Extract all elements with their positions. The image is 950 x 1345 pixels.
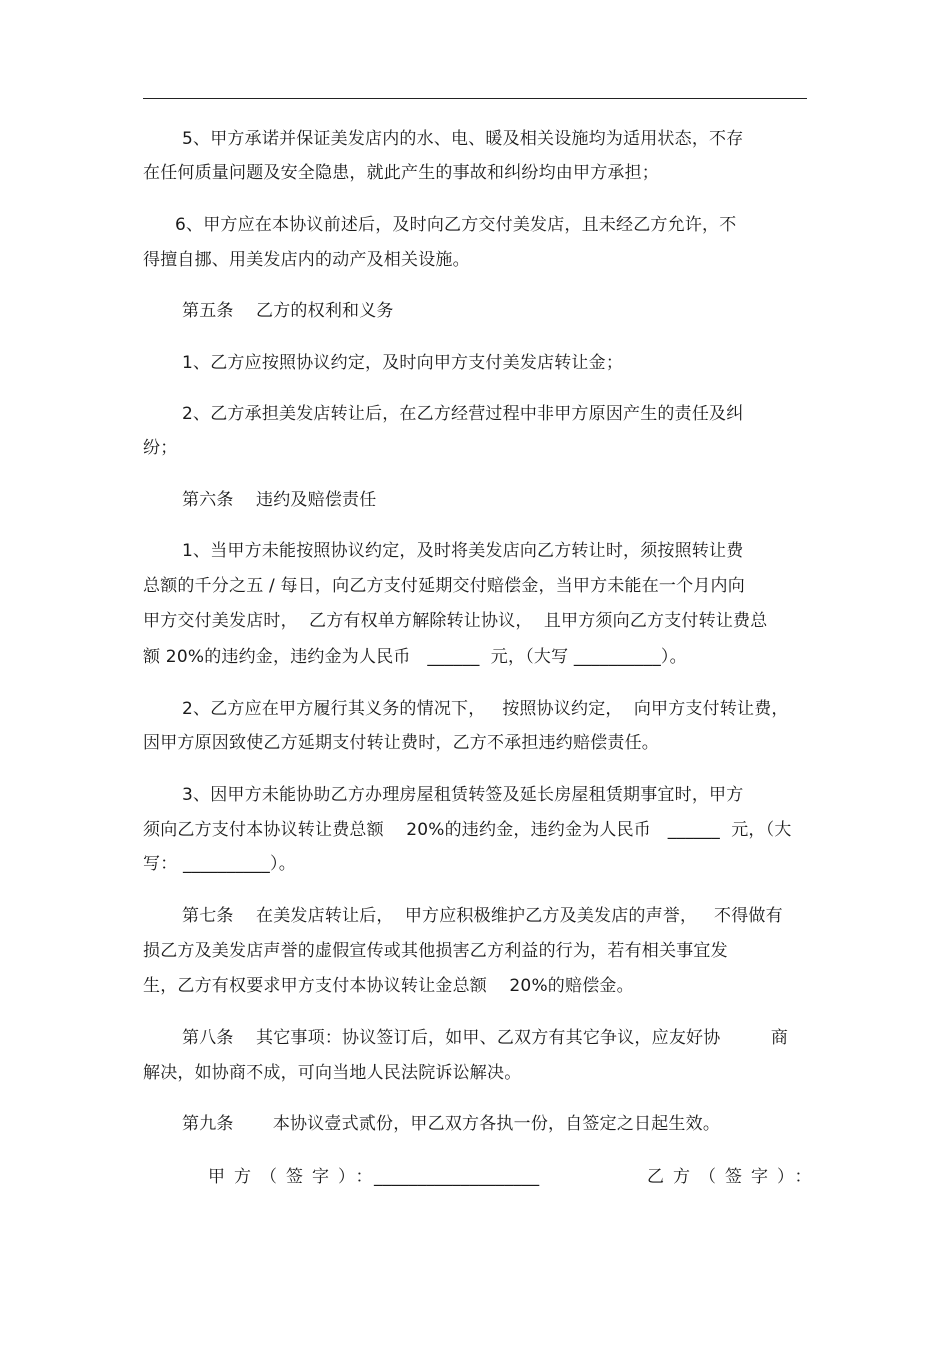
paragraph-line: 损乙方及美发店声誉的虚假宣传或其他损害乙方利益的行为，若有相关事宜发 (143, 941, 728, 961)
paragraph-line: 在任何质量问题及安全隐患，就此产生的事故和纠纷均由甲方承担； (143, 163, 659, 183)
paragraph-line: 总额的千分之五 / 每日，向乙方支付延期交付赔偿金，当甲方未能在一个月内向 (143, 576, 745, 596)
article-heading: 第六条 违约及赔偿责任 (182, 490, 377, 510)
header-rule (143, 98, 807, 99)
paragraph-line: 纷； (143, 438, 178, 458)
paragraph-line: 解决，如协商不成，可向当地人民法院诉讼解决。 (143, 1063, 522, 1083)
paragraph-line: 写： __________）。 (143, 854, 296, 874)
paragraph-line: 3、因甲方未能协助乙方办理房屋租赁转签及延长房屋租赁期事宜时，甲方 (182, 785, 744, 805)
paragraph-line: 5、甲方承诺并保证美发店内的水、电、暖及相关设施均为适用状态，不存 (182, 129, 744, 149)
party-a-signature-blank[interactable]: ___________________ (374, 1167, 540, 1187)
party-b-signature-label: 乙方（签字）： (647, 1167, 821, 1187)
paragraph-line: 生，乙方有权要求甲方支付本协议转让金总额 20%的赔偿金。 (143, 976, 634, 996)
paragraph-line: 得擅自挪、用美发店内的动产及相关设施。 (143, 250, 470, 270)
paragraph-line: 第八条 其它事项：协议签订后，如甲、乙双方有其它争议，应友好协 商 (182, 1028, 789, 1048)
paragraph-line: 甲方交付美发店时， 乙方有权单方解除转让协议， 且甲方须向乙方支付转让费总 (143, 611, 768, 631)
paragraph-line: 1、乙方应按照协议约定，及时向甲方支付美发店转让金； (182, 353, 624, 373)
paragraph-line: 因甲方原因致使乙方延期支付转让费时，乙方不承担违约赔偿责任。 (143, 733, 659, 753)
party-a-signature-label: 甲方（签字）： (208, 1167, 382, 1187)
paragraph-line: 2、乙方应在甲方履行其义务的情况下， 按照协议约定， 向甲方支付转让费， (182, 699, 789, 719)
paragraph-line: 须向乙方支付本协议转让费总额 20%的违约金，违约金为人民币 ______ 元，（大 (143, 820, 792, 840)
paragraph-line: 第九条 本协议壹式贰份，甲乙双方各执一份，自签定之日起生效。 (182, 1114, 721, 1134)
paragraph-line: 第七条 在美发店转让后， 甲方应积极维护乙方及美发店的声誉， 不得做有 (182, 906, 783, 926)
paragraph-line: 2、乙方承担美发店转让后，在乙方经营过程中非甲方原因产生的责任及纠 (182, 404, 744, 424)
paragraph-line: 1、当甲方未能按照协议约定，及时将美发店向乙方转让时，须按照转让费 (182, 541, 744, 561)
article-heading: 第五条 乙方的权利和义务 (182, 301, 394, 321)
paragraph-line: 额 20%的违约金，违约金为人民币 ______ 元，（大写 __________）。 (143, 647, 687, 667)
paragraph-line: 6、甲方应在本协议前述后，及时向乙方交付美发店，且未经乙方允许，不 (175, 215, 737, 235)
